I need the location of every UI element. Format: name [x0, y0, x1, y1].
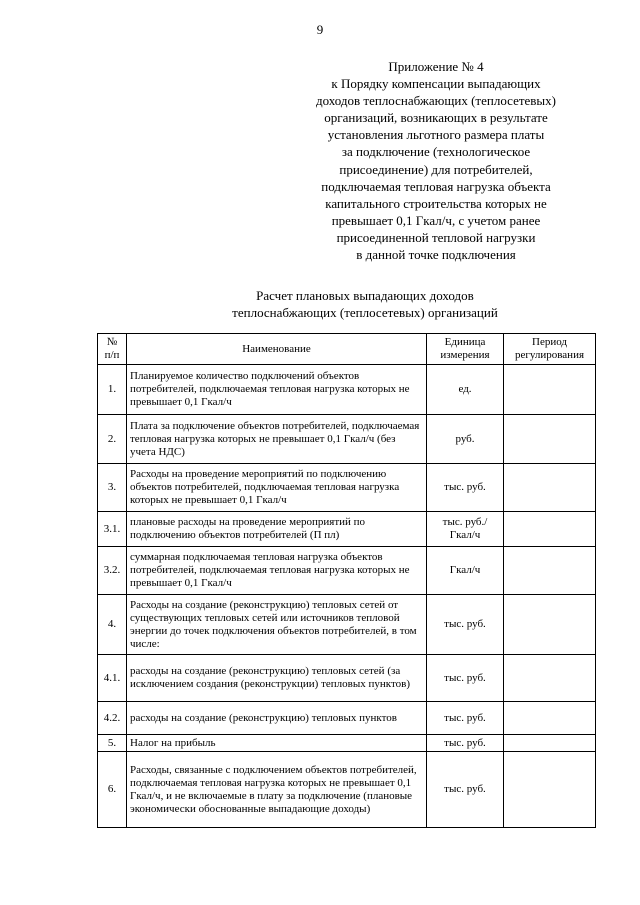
row-num: 3. [98, 464, 127, 512]
calculation-title-line: теплоснабжающих (теплосетевых) организаций [232, 305, 498, 320]
row-period [504, 735, 596, 752]
appendix-line: доходов теплоснабжающих (теплосетевых) [315, 93, 556, 109]
page-number: 9 [316, 22, 324, 37]
row-num: 2. [98, 415, 127, 464]
row-name: Планируемое количество подключений объектов потребителей, подключаемая тепловая нагрузка которых не превышает 0,1 Гкал/ч [127, 365, 427, 415]
row-num: 5. [98, 735, 127, 752]
row-num: 3.1. [98, 512, 127, 547]
appendix-line: за подключение (технологическое [341, 144, 531, 160]
row-unit: тыс. руб. [427, 655, 504, 702]
row-num: 4.2. [98, 702, 127, 735]
table-row [98, 752, 596, 828]
row-unit: тыс. руб./ Гкал/ч [427, 512, 504, 547]
row-unit: тыс. руб. [427, 735, 504, 752]
row-num: 6. [98, 752, 127, 828]
row-name: Расходы на создание (реконструкцию) тепловых сетей от существующих тепловых сетей или источников тепловой энергии до точек подключения объектов потребителей, в том числе: [127, 595, 427, 655]
header-period: Период регулирования [504, 334, 596, 365]
row-unit: ед. [427, 365, 504, 415]
appendix-line: присоединение) для потребителей, [339, 161, 533, 177]
row-period [504, 595, 596, 655]
table-header-row [98, 334, 596, 365]
row-num: 1. [98, 365, 127, 415]
row-unit: тыс. руб. [427, 702, 504, 735]
table-row [98, 512, 596, 547]
row-period [504, 752, 596, 828]
row-name: Налог на прибыль [127, 735, 427, 752]
row-name: Плата за подключение объектов потребителей, подключаемая тепловая нагрузка которых не превышает 0,1 Гкал/ч (без учета НДС) [127, 415, 427, 464]
appendix-header [286, 58, 586, 263]
table-row [98, 735, 596, 752]
table-row [98, 547, 596, 595]
header-name: Наименование [127, 334, 427, 365]
appendix-title: Приложение № 4 [388, 59, 484, 74]
row-name: расходы на создание (реконструкцию) тепловых сетей (за исключением создания (реконструкции) тепловых пунктов) [127, 655, 427, 702]
table-row [98, 702, 596, 735]
row-period [504, 702, 596, 735]
appendix-line: организаций, возникающих в результате [324, 110, 548, 126]
row-unit: руб. [427, 415, 504, 464]
calculation-title [200, 287, 530, 321]
table-row [98, 655, 596, 702]
appendix-line: к Порядку компенсации выпадающих [331, 76, 541, 92]
row-unit: тыс. руб. [427, 464, 504, 512]
row-num: 4. [98, 595, 127, 655]
appendix-line: установления льготного размера платы [327, 127, 545, 143]
row-num: 3.2. [98, 547, 127, 595]
row-name: Расходы, связанные с подключением объектов потребителей, подключаемая тепловая нагрузка которых не превышает 0,1 Гкал/ч, и не включаемые в плату за подключение (плановые экономически обоснованные выпадающие доходы) [127, 752, 427, 828]
row-name: суммарная подключаемая тепловая нагрузка объектов потребителей, подключаемая тепловая нагрузка которых не превышает 0,1 Гкал/ч [127, 547, 427, 595]
row-period [504, 365, 596, 415]
row-name: Расходы на проведение мероприятий по подключению объектов потребителей, подключаемая тепловая нагрузка которых не превышает 0,1 Гкал/ч [127, 464, 427, 512]
row-num: 4.1. [98, 655, 127, 702]
appendix-line: подключаемая тепловая нагрузка объекта [321, 178, 551, 194]
row-unit: Гкал/ч [427, 547, 504, 595]
row-period [504, 655, 596, 702]
row-name: плановые расходы на проведение мероприятий по подключению объектов потребителей (П пл) [127, 512, 427, 547]
calculation-title-line: Расчет плановых выпадающих доходов [256, 288, 474, 303]
row-period [504, 547, 596, 595]
appendix-line: в данной точке подключения [356, 247, 516, 263]
row-unit: тыс. руб. [427, 595, 504, 655]
row-period [504, 512, 596, 547]
table-row [98, 365, 596, 415]
header-unit: Единица измерения [427, 334, 504, 365]
row-period [504, 464, 596, 512]
header-num: № п/п [98, 334, 127, 365]
row-name: расходы на создание (реконструкцию) тепловых пунктов [127, 702, 427, 735]
table-row [98, 415, 596, 464]
appendix-line: капитального строительства которых не [325, 195, 547, 211]
table-row [98, 595, 596, 655]
appendix-line: превышает 0,1 Гкал/ч, с учетом ранее [331, 212, 541, 228]
appendix-line: присоединенной тепловой нагрузки [336, 229, 536, 245]
row-unit: тыс. руб. [427, 752, 504, 828]
row-period [504, 415, 596, 464]
table-row [98, 464, 596, 512]
calculation-table [97, 333, 596, 828]
